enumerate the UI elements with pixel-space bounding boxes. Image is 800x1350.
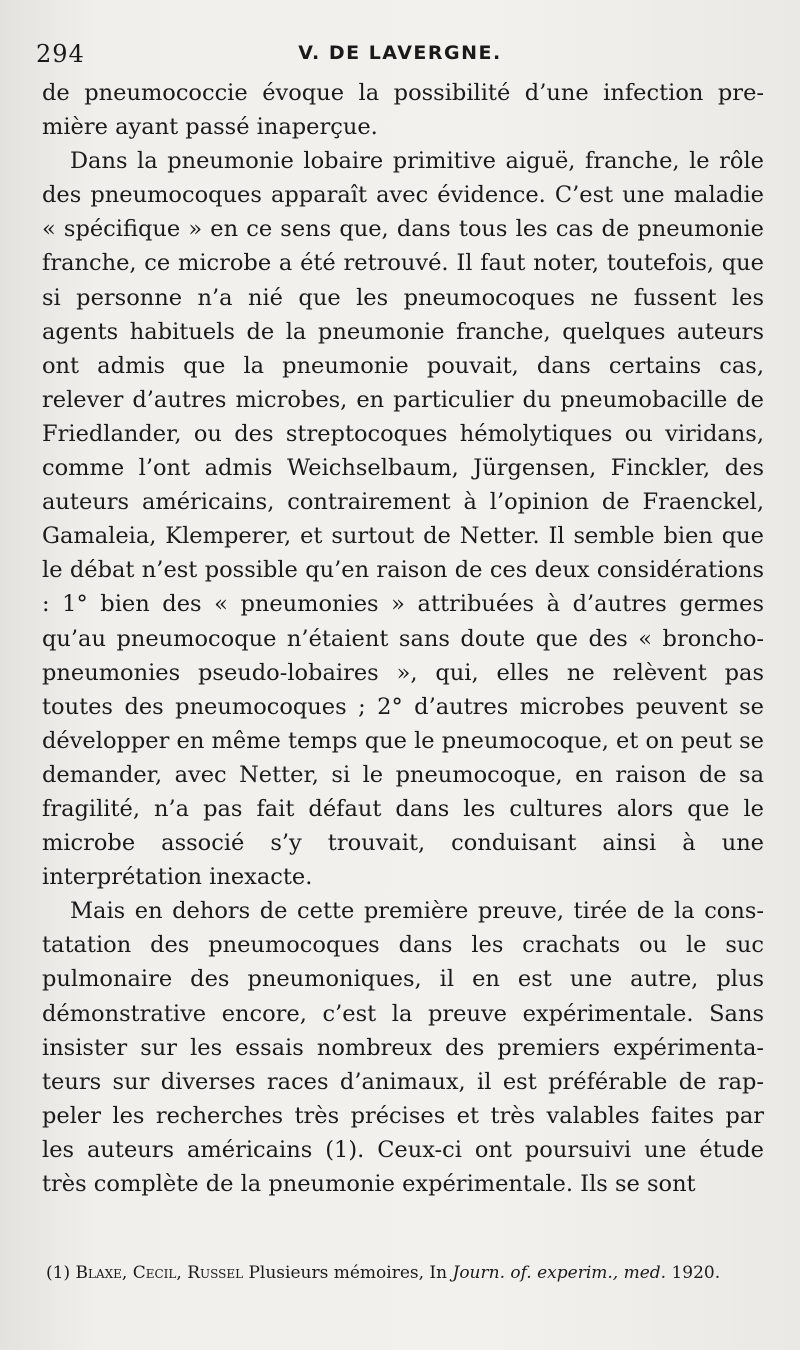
footnote-separator (42, 1250, 764, 1251)
page-number: 294 (36, 40, 85, 68)
paragraph-continued: de pneumococcie évoque la possibilité d’une infection première ayant passé inaperçue. (42, 80, 764, 141)
footnote-authors: Blaxe, Cecil, Russel (75, 1263, 244, 1283)
paragraph-lobar-pneumonia: Dans la pneumonie lobaire primitive aiguë, franche, le rôle des pneumocoques apparaît avec évidence. C’est une maladie « spécifique » en ce sens que, dans tous les cas de pneumonie franche, ce microbe a été retrouvé. Il faut noter, toutefois, que si personne n’a nié que les pneumocoques ne fussent les agents habituels de la pneumonie franche, quelques auteurs ont admis que la pneumonie pouvait, dans certains cas, relever d’autres microbes, en particulier du pneumobacille de Friedlander, ou des streptocoques hémolytiques ou viridans, comme l’ont admis Weichselbaum, Jürgensen, Finckler, des auteurs américains, contrairement à l’opinion de Fraenckel, Gamaleia, Klemperer, et surtout de Netter. Il semble bien que le débat n’est possible qu’en raison de ces deux considérations : 1° bien des « pneumonies » attribuées à d’autres germes qu’au pneumocoque n’étaient sans doute que des « broncho-pneumonies pseudo-lobaires », qui, elles ne relèvent pas toutes des pneumocoques ; 2° d’autres microbes peuvent se développer en même temps que le pneumocoque, et on peut se demander, avec Netter, si le pneumocoque, en raison de sa fragilité, n’a pas fait défaut dans les cultures alors que le microbe associé s’y trouvait, conduisant ainsi à une interprétation inexacte. (42, 148, 764, 891)
footnote-journal: Journ. of. experim., med. (452, 1263, 667, 1283)
page-header (36, 36, 764, 66)
footnote-marker: (1) (46, 1263, 71, 1283)
footnote-text: Plusieurs mémoires, In (248, 1263, 448, 1283)
paragraph-experimental-proof: Mais en dehors de cette première preuve, tirée de la constatation des pneumocoques dans les crachats ou le suc pulmonaire des pneumoniques, il en est une autre, plus démonstrative encore, c’est la preuve expérimentale. Sans insister sur les essais nombreux des premiers expérimentateurs sur diverses races d’animaux, il est préférable de rappeler les recherches très précises et très valables faites par les auteurs américains (1). Ceux-ci ont poursuivi une étude très complète de la pneumonie expérimentale. Ils se sont (42, 898, 764, 1197)
footnote (46, 1262, 764, 1285)
body-text (42, 76, 764, 1201)
footnote-year: 1920. (671, 1263, 721, 1283)
running-head: V. DE LAVERGNE. (298, 42, 502, 64)
